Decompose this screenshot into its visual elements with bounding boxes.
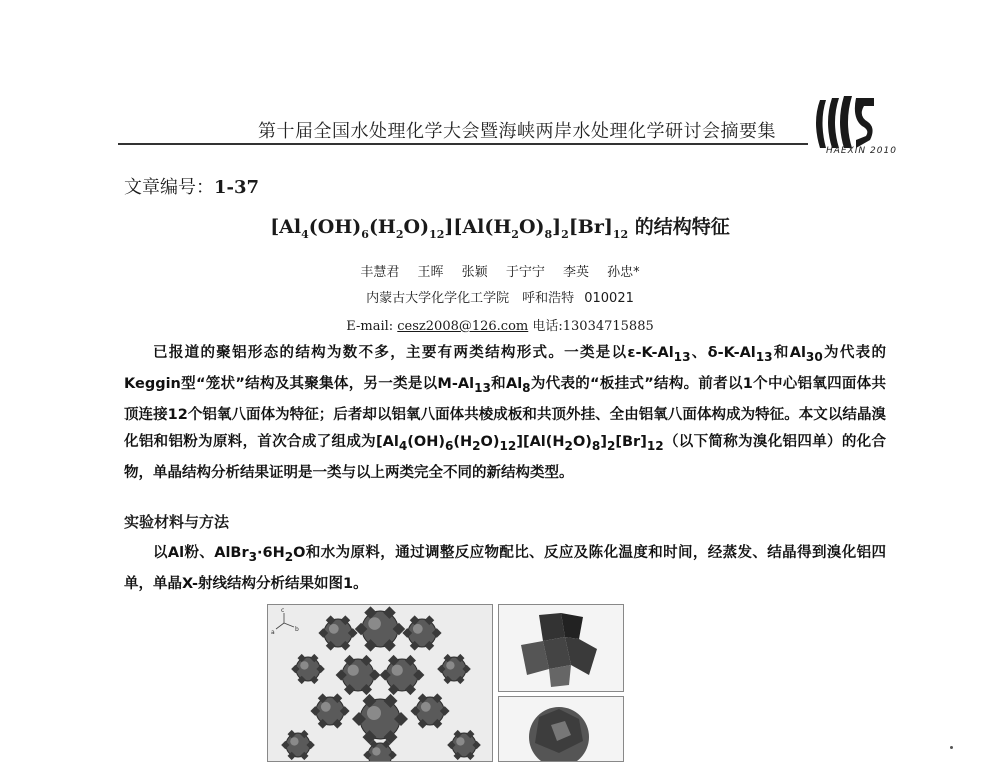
cluster-highlight <box>290 737 298 745</box>
intro-text-fragment: ] <box>600 433 607 450</box>
cluster-highlight <box>368 617 381 630</box>
title-fragment: 2 <box>511 227 519 241</box>
intro-text-fragment: 8 <box>522 380 531 395</box>
article-number <box>124 173 259 199</box>
email-link[interactable]: cesz2008@126.com <box>397 319 529 334</box>
title-fragment: O) <box>518 216 545 238</box>
cluster-highlight <box>367 706 381 720</box>
intro-text-fragment: 为代表的“板挂式”结构。前者以1个中心铝氧四面体共顶连接12个铝氧八面体为特征；后者却以铝氧八面体共棱成板和共顶外挂、全由铝氧八面体构成为特征。本文以结晶溴化铝和铝粉为原料，首次合成了组成为[Al <box>124 375 886 450</box>
title-fragment: 12 <box>612 227 629 241</box>
title-fragment: 的结构特征 <box>628 216 730 238</box>
cluster-polyhedron <box>408 619 436 647</box>
intro-text-fragment: (H <box>453 433 473 450</box>
axis-label: c <box>281 607 285 614</box>
intro-text-fragment: 、δ-K-Al <box>690 345 756 361</box>
intro-text-fragment: 30 <box>805 349 823 364</box>
cluster-highlight <box>348 665 359 676</box>
author-name: 孙忠* <box>607 265 640 280</box>
cluster-highlight <box>446 661 454 669</box>
cluster-highlight <box>321 702 331 712</box>
author-name: 张颖 <box>461 265 488 280</box>
phone-number: 电话:13034715885 <box>528 319 654 334</box>
paragraph-intro <box>124 340 886 487</box>
intro-text-fragment: 和Al <box>772 345 806 361</box>
email-label: E-mail: <box>346 319 398 334</box>
title-fragment: ][Al(H <box>444 216 512 238</box>
intro-text-fragment: 13 <box>673 349 691 364</box>
intro-text-fragment: 2 <box>472 438 481 453</box>
intro-text-fragment: 2 <box>606 438 616 453</box>
cluster-highlight <box>392 665 403 676</box>
cluster-detail-image <box>499 697 623 761</box>
intro-text-fragment: 为代表的Keggin型“笼状”结构及其聚集体，另一类是以M-Al <box>124 345 886 392</box>
polyhedra-detail-image <box>499 605 623 691</box>
figure-detail-bottom <box>498 696 624 762</box>
methods-text-fragment: ·6H <box>257 545 285 561</box>
crystal-packing-image <box>268 605 492 761</box>
article-title <box>0 212 1000 241</box>
cluster-polyhedron <box>296 657 320 681</box>
cluster-polyhedron <box>286 733 310 757</box>
intro-text-fragment: 已报道的聚铝形态的结构为数不多，主要有两类结构形式。一类是以ε-K-Al <box>153 345 674 361</box>
title-fragment: O) <box>403 216 430 238</box>
figure-detail-top <box>498 604 624 692</box>
intro-text-fragment: 13 <box>474 380 491 395</box>
intro-text-fragment: 和Al <box>490 375 523 392</box>
scan-speck <box>950 746 953 749</box>
author-name: 王晖 <box>417 265 444 280</box>
title-fragment: 4 <box>301 227 309 241</box>
intro-text-fragment: (OH) <box>407 433 445 450</box>
cluster-polyhedron <box>324 619 352 647</box>
cluster-polyhedron <box>416 697 444 725</box>
author-name: 于宁宁 <box>505 265 545 280</box>
contact-line <box>0 315 1000 334</box>
title-fragment: [Br] <box>568 216 613 238</box>
intro-text-fragment: 12 <box>646 438 664 453</box>
title-fragment: 8 <box>544 227 553 241</box>
methods-text-fragment: 以Al粉、AlBr <box>153 545 249 561</box>
methods-text-fragment: 3 <box>248 549 258 564</box>
crystal-structure-figure <box>267 604 493 762</box>
header-rule <box>118 143 808 145</box>
affiliation: 内蒙古大学化学化工学院 呼和浩特 010021 <box>366 291 634 306</box>
intro-text-fragment: 6 <box>444 438 454 453</box>
intro-text-fragment: O) <box>480 433 500 450</box>
title-fragment: [Al <box>270 216 302 238</box>
title-fragment: (H <box>368 216 396 238</box>
title-fragment: ] <box>552 216 562 238</box>
intro-text-fragment: O) <box>572 433 592 450</box>
intro-text-fragment: ][Al(H <box>516 433 565 450</box>
title-fragment: 6 <box>361 227 369 241</box>
intro-text-fragment: 4 <box>398 438 408 453</box>
methods-text-fragment: O和水为原料，通过调整反应物配比、反应及陈化温度和时间，经蒸发、结晶得到溴化铝四单，单晶X-射线结构分析结果如图1。 <box>124 545 886 592</box>
logo-text: HAEXIN 2010 <box>826 146 897 156</box>
section-heading: 实验材料与方法 <box>124 513 230 531</box>
article-number-value: 1-37 <box>214 177 260 198</box>
title-fragment: 2 <box>395 227 404 241</box>
title-fragment: 12 <box>429 227 445 241</box>
author-list <box>0 261 1000 280</box>
cluster-highlight <box>372 747 380 755</box>
axis-label: b <box>295 626 299 633</box>
title-fragment: 2 <box>561 227 569 241</box>
cluster-highlight <box>300 661 308 669</box>
intro-text-fragment: 12 <box>499 438 517 453</box>
methods-text-fragment: 2 <box>284 549 294 564</box>
article-number-label: 文章编号： <box>124 177 214 198</box>
paragraph-methods <box>124 540 886 598</box>
octahedron-shape <box>539 613 565 641</box>
intro-text-fragment: （以下简称为溴化铝四单）的化合物，单晶结构分析结果证明是一类与以上两类完全不同的新结构类型。 <box>124 433 886 481</box>
cluster-highlight <box>329 624 339 634</box>
cluster-highlight <box>413 624 423 634</box>
intro-text-fragment: 2 <box>564 438 573 453</box>
intro-text-fragment: 8 <box>591 438 601 453</box>
title-fragment: (OH) <box>308 216 362 238</box>
cluster-highlight <box>456 737 464 745</box>
cluster-polyhedron <box>316 697 344 725</box>
author-name: 丰慧君 <box>360 265 400 280</box>
proceedings-title: 第十届全国水处理化学大会暨海峡两岸水处理化学研讨会摘要集 <box>258 121 776 142</box>
author-name: 李英 <box>562 265 589 280</box>
cluster-highlight <box>421 702 431 712</box>
intro-text-fragment: [Br] <box>615 433 647 450</box>
axis-label: a <box>271 629 275 636</box>
intro-text-fragment: 13 <box>755 349 773 364</box>
